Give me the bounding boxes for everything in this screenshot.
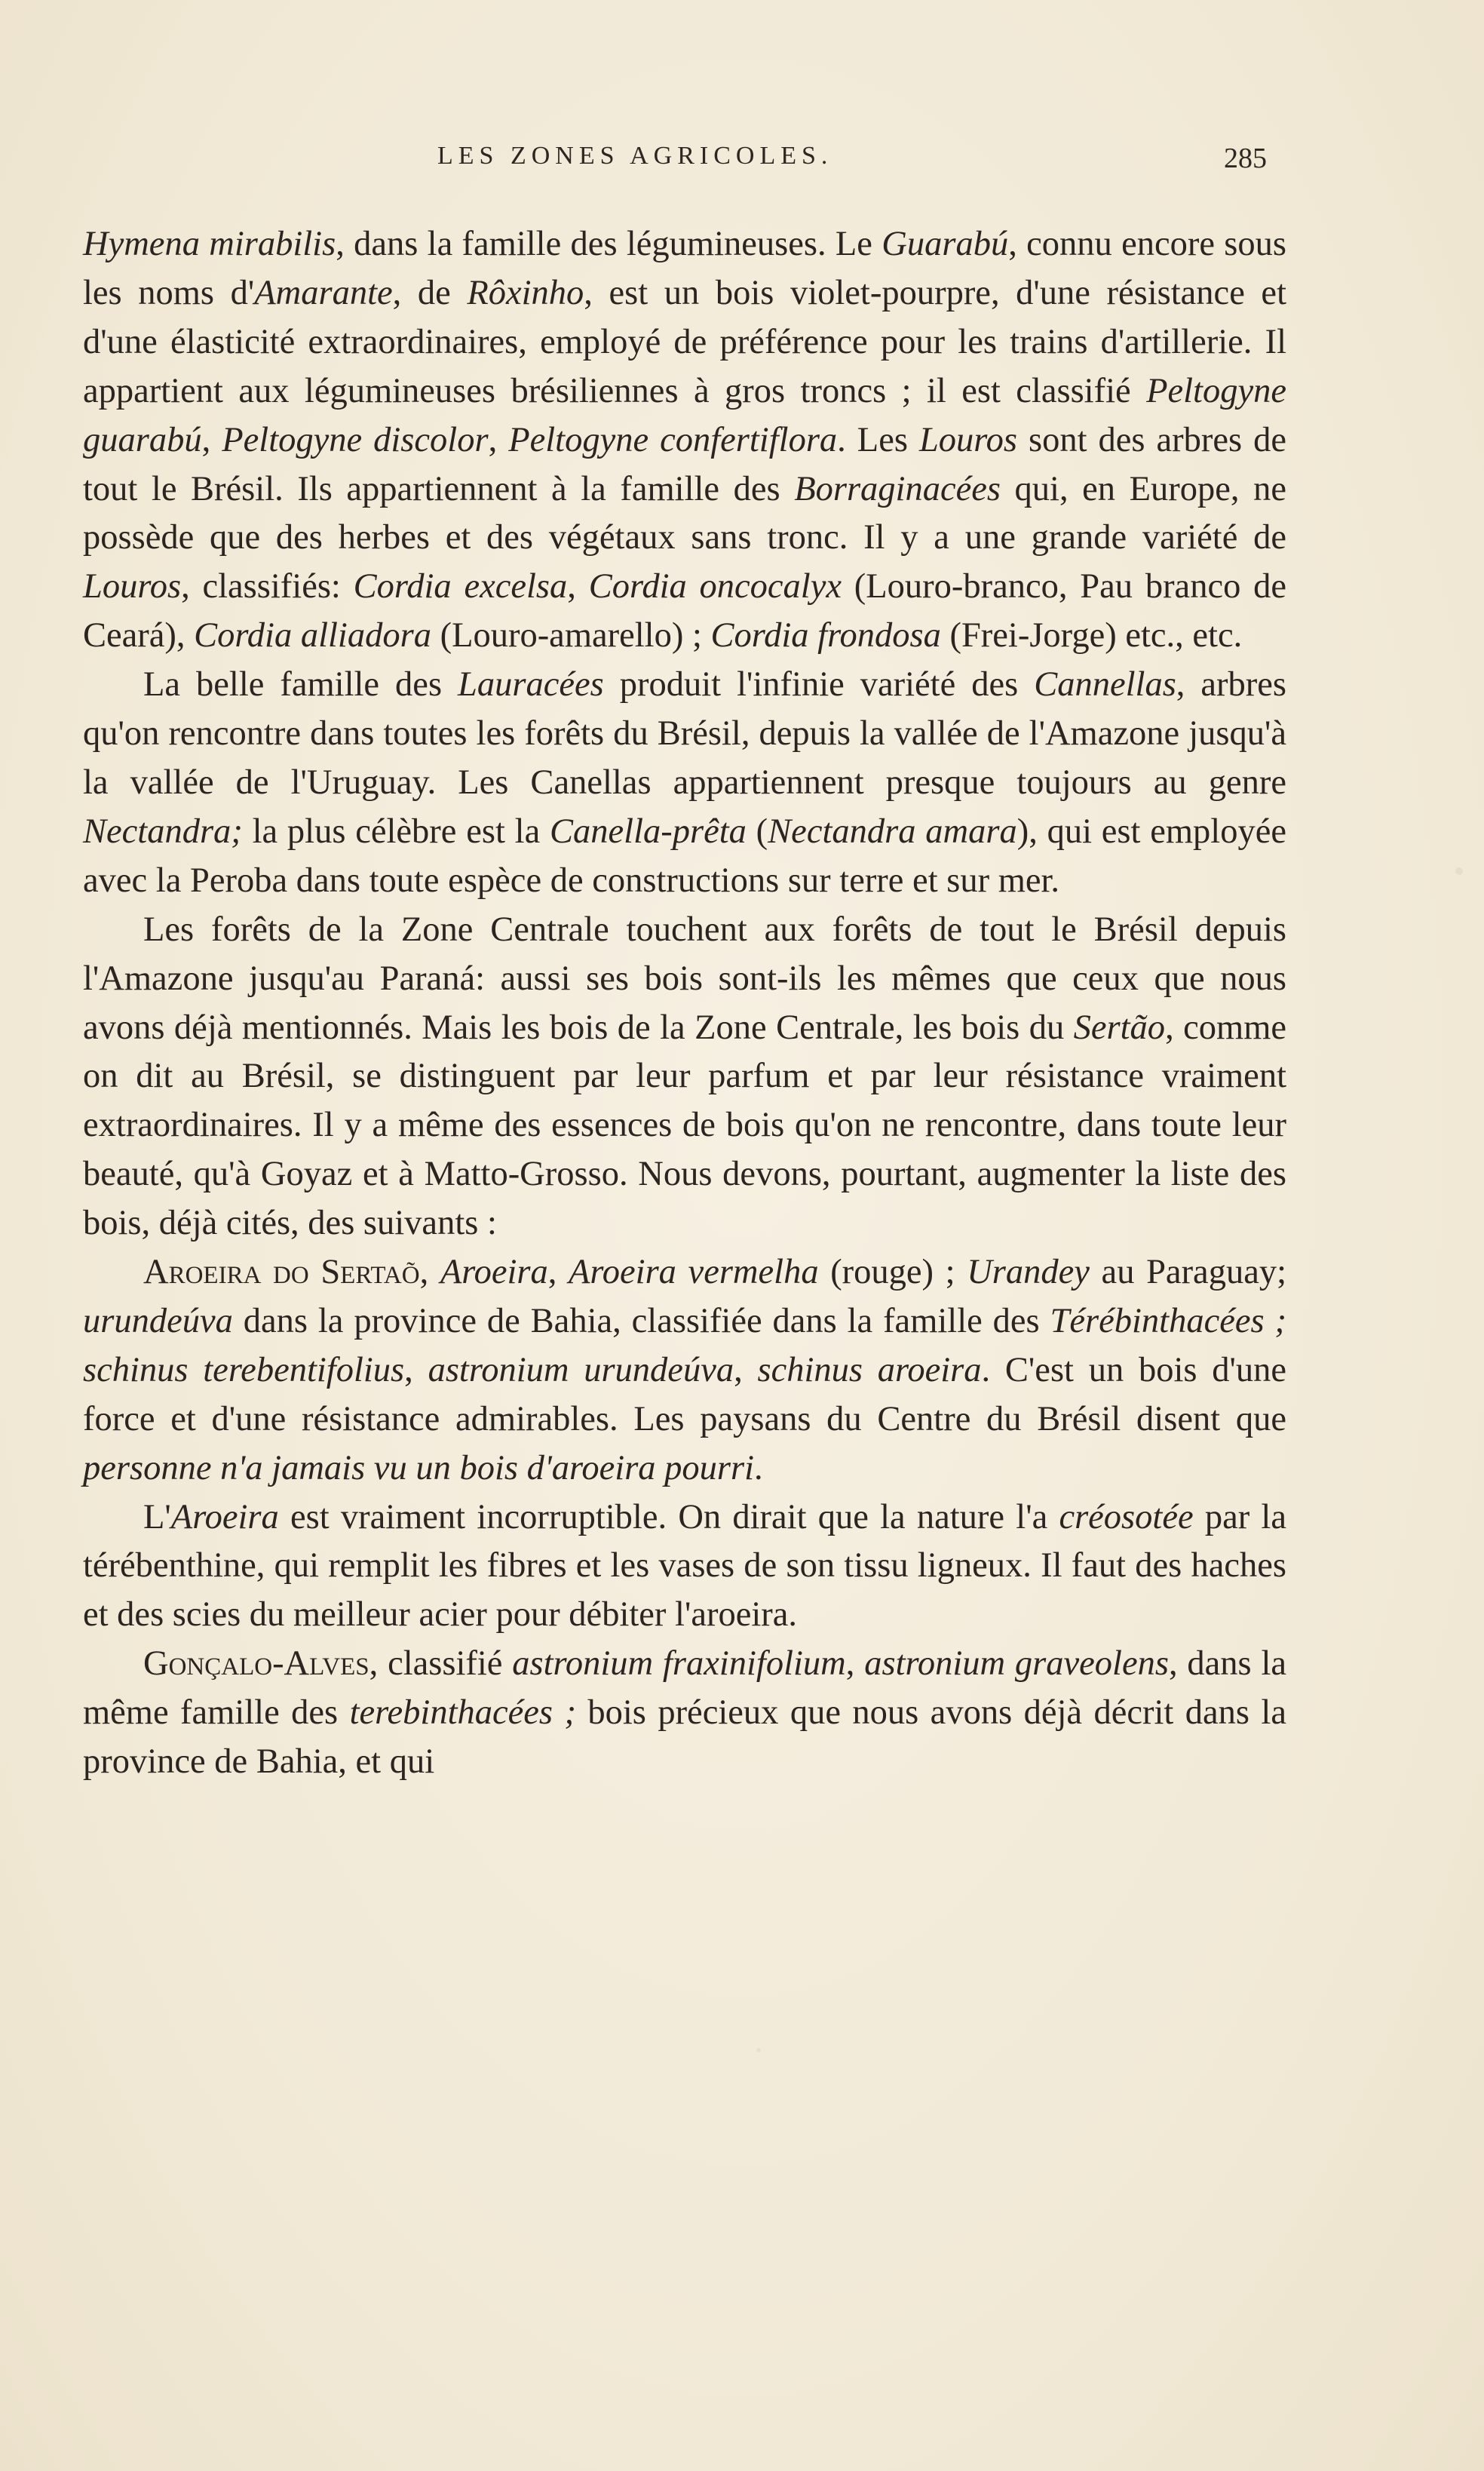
text-run: ,	[845, 1644, 865, 1684]
text-run: L'	[143, 1497, 171, 1536]
paragraph	[83, 1248, 1286, 1493]
text-run: ,	[567, 567, 589, 606]
text-run: ,	[734, 1350, 758, 1389]
text-run: , de	[392, 273, 468, 312]
text-run: la plus célèbre est la	[242, 812, 550, 851]
italic-term: Cordia frondosa	[710, 616, 941, 655]
italic-term: Amarante	[254, 273, 393, 312]
paragraph	[83, 220, 1286, 661]
italic-term: Peltogyne discolor	[222, 420, 489, 459]
paragraph	[83, 1493, 1286, 1641]
text-run: ,	[419, 1253, 440, 1292]
italic-term: Cordia alliadora	[194, 616, 431, 655]
text-run: , arbres qu'on rencontre dans toutes les forêts du Brésil, depuis la vallée de l'Amazone jusqu'à la vallée de l'Uruguay. Les Canellas appartiennent presque toujours au genre	[83, 665, 1287, 802]
text-run: . C'est un bois d'une force et d'une résistance admirables. Les paysans du Centre du Brésil disent que	[83, 1350, 1287, 1438]
text-run: , classifiés:	[181, 567, 354, 606]
italic-term: personne n'a jamais vu un bois d'aroeira pourri	[83, 1448, 755, 1487]
text-run: ,	[201, 420, 222, 459]
text-run: ,	[547, 1253, 569, 1292]
text-run: (	[746, 812, 768, 851]
italic-term: astronium graveolens	[864, 1644, 1169, 1684]
entry-heading: Gonçalo-Alves	[143, 1644, 369, 1684]
text-run: par la térébenthine, qui remplit les fibres et les vases de son tissu ligneux. Il faut des haches et des scies du meilleur acier pour débiter l'aroeira.	[83, 1497, 1286, 1635]
body-text	[83, 220, 1286, 1787]
italic-term: Guarabú	[882, 225, 1009, 263]
paragraph	[83, 906, 1286, 1248]
text-run: dans la province de Bahia, classifiée dans la famille des	[232, 1301, 1050, 1340]
text-run: sont des arbres de tout le Brésil. Ils appartiennent à la famille des	[83, 420, 1286, 508]
text-run: ,	[488, 420, 509, 459]
italic-term: Aroeira	[170, 1497, 279, 1536]
italic-term: terebinthacées ;	[349, 1693, 576, 1733]
text-run: au Paraguay;	[1089, 1253, 1287, 1292]
italic-term: Cannellas	[1034, 665, 1176, 704]
italic-term: Lauracées	[458, 665, 604, 704]
italic-term: Nectandra;	[83, 812, 243, 851]
paper-stain	[1455, 867, 1463, 875]
italic-term: Urandey	[967, 1253, 1090, 1292]
italic-term: Peltogyne confertiflora	[508, 420, 838, 459]
italic-term: astronium urundeúva	[428, 1350, 734, 1389]
text-run: . Les	[837, 420, 919, 459]
text-run: , dans la même famille des	[83, 1644, 1287, 1733]
text-run: .	[754, 1448, 763, 1487]
paper-stain	[756, 2048, 761, 2052]
paragraph	[83, 1640, 1286, 1787]
italic-term: Borraginacées	[794, 469, 1001, 508]
entry-heading: Aroeira do Sertaõ	[143, 1253, 420, 1292]
text-run: (rouge) ;	[818, 1253, 967, 1292]
italic-term: Louros	[918, 420, 1018, 459]
italic-term: schinus aroeira	[757, 1350, 982, 1389]
italic-term: Louros	[83, 567, 182, 606]
italic-term: Cordia oncocalyx	[588, 567, 842, 606]
italic-term: Peltogyne guarabú	[83, 371, 1286, 459]
italic-term: Canella-prêta	[550, 812, 747, 851]
text-run: Les forêts de la Zone Centrale touchent aux forêts de tout le Brésil depuis l'Amazone jusqu'au Paraná: aussi ses bois sont-ils les mêmes que ceux que nous avons déjà mentionnés. Mais les bois de la Zone Centrale, les bois du	[83, 910, 1286, 1047]
running-head: LES ZONES AGRICOLES.	[437, 142, 833, 170]
text-run: , comme on dit au Brésil, se distinguent par leur parfum et par leur résistance vraiment extraordinaires. Il y a même des essences de bois qu'on ne rencontre, dans toute leur beauté, qu'à Goyaz et à Matto-Grosso. Nous devons, pourtant, augmenter la liste des bois, déjà cités, des suivants :	[83, 1008, 1286, 1243]
italic-term: urundeúva	[83, 1301, 233, 1340]
italic-term: Aroeira vermelha	[569, 1253, 819, 1292]
text-run: qui, en Europe, ne possède que des herbes et des végétaux sans tronc. Il y a une grande variété de	[83, 469, 1286, 557]
text-run: (Louro-amarello) ;	[431, 616, 711, 655]
italic-term: Aroeira	[440, 1253, 548, 1292]
text-run: La belle famille des	[143, 665, 458, 704]
italic-term: Cordia excelsa	[353, 567, 568, 606]
text-run: est vraiment incorruptible. On dirait que la nature l'a	[278, 1497, 1059, 1536]
italic-term: Sertão	[1073, 1008, 1166, 1047]
page-header	[83, 142, 1267, 187]
page-number: 285	[1224, 143, 1267, 174]
italic-term: Térébinthacées ; schinus terebentifolius	[83, 1301, 1286, 1389]
text-run: (Frei-Jorge) etc., etc.	[940, 616, 1243, 655]
text-run: , est un bois violet-pourpre, d'une résistance et d'une élasticité extraordinaires, employé de préférence pour les trains d'artillerie. Il appartient aux légumineuses brésiliennes à gros troncs ; il est classifié	[83, 273, 1286, 410]
text-run: (Louro-branco, Pau branco de Ceará),	[83, 567, 1286, 655]
italic-term: astronium fraxinifolium	[512, 1644, 846, 1684]
italic-term: Rôxinho	[467, 273, 584, 312]
italic-term: créosotée	[1059, 1497, 1194, 1536]
text-run: , connu encore sous les noms d'	[83, 225, 1286, 312]
text-run: produit l'infinie variété des	[603, 665, 1035, 704]
text-run: bois précieux que nous avons déjà décrit dans la province de Bahia, et qui	[83, 1693, 1286, 1782]
text-run: ), qui est employée avec la Peroba dans toute espèce de constructions sur terre et sur mer.	[83, 812, 1286, 900]
italic-term: Hymena mirabilis	[83, 225, 336, 263]
text-run: , dans la famille des légumineuses. Le	[336, 225, 882, 263]
text-run: ,	[404, 1350, 428, 1389]
italic-term: Nectandra amara	[768, 812, 1017, 851]
text-run: , classifié	[369, 1644, 513, 1684]
paragraph	[83, 661, 1286, 906]
